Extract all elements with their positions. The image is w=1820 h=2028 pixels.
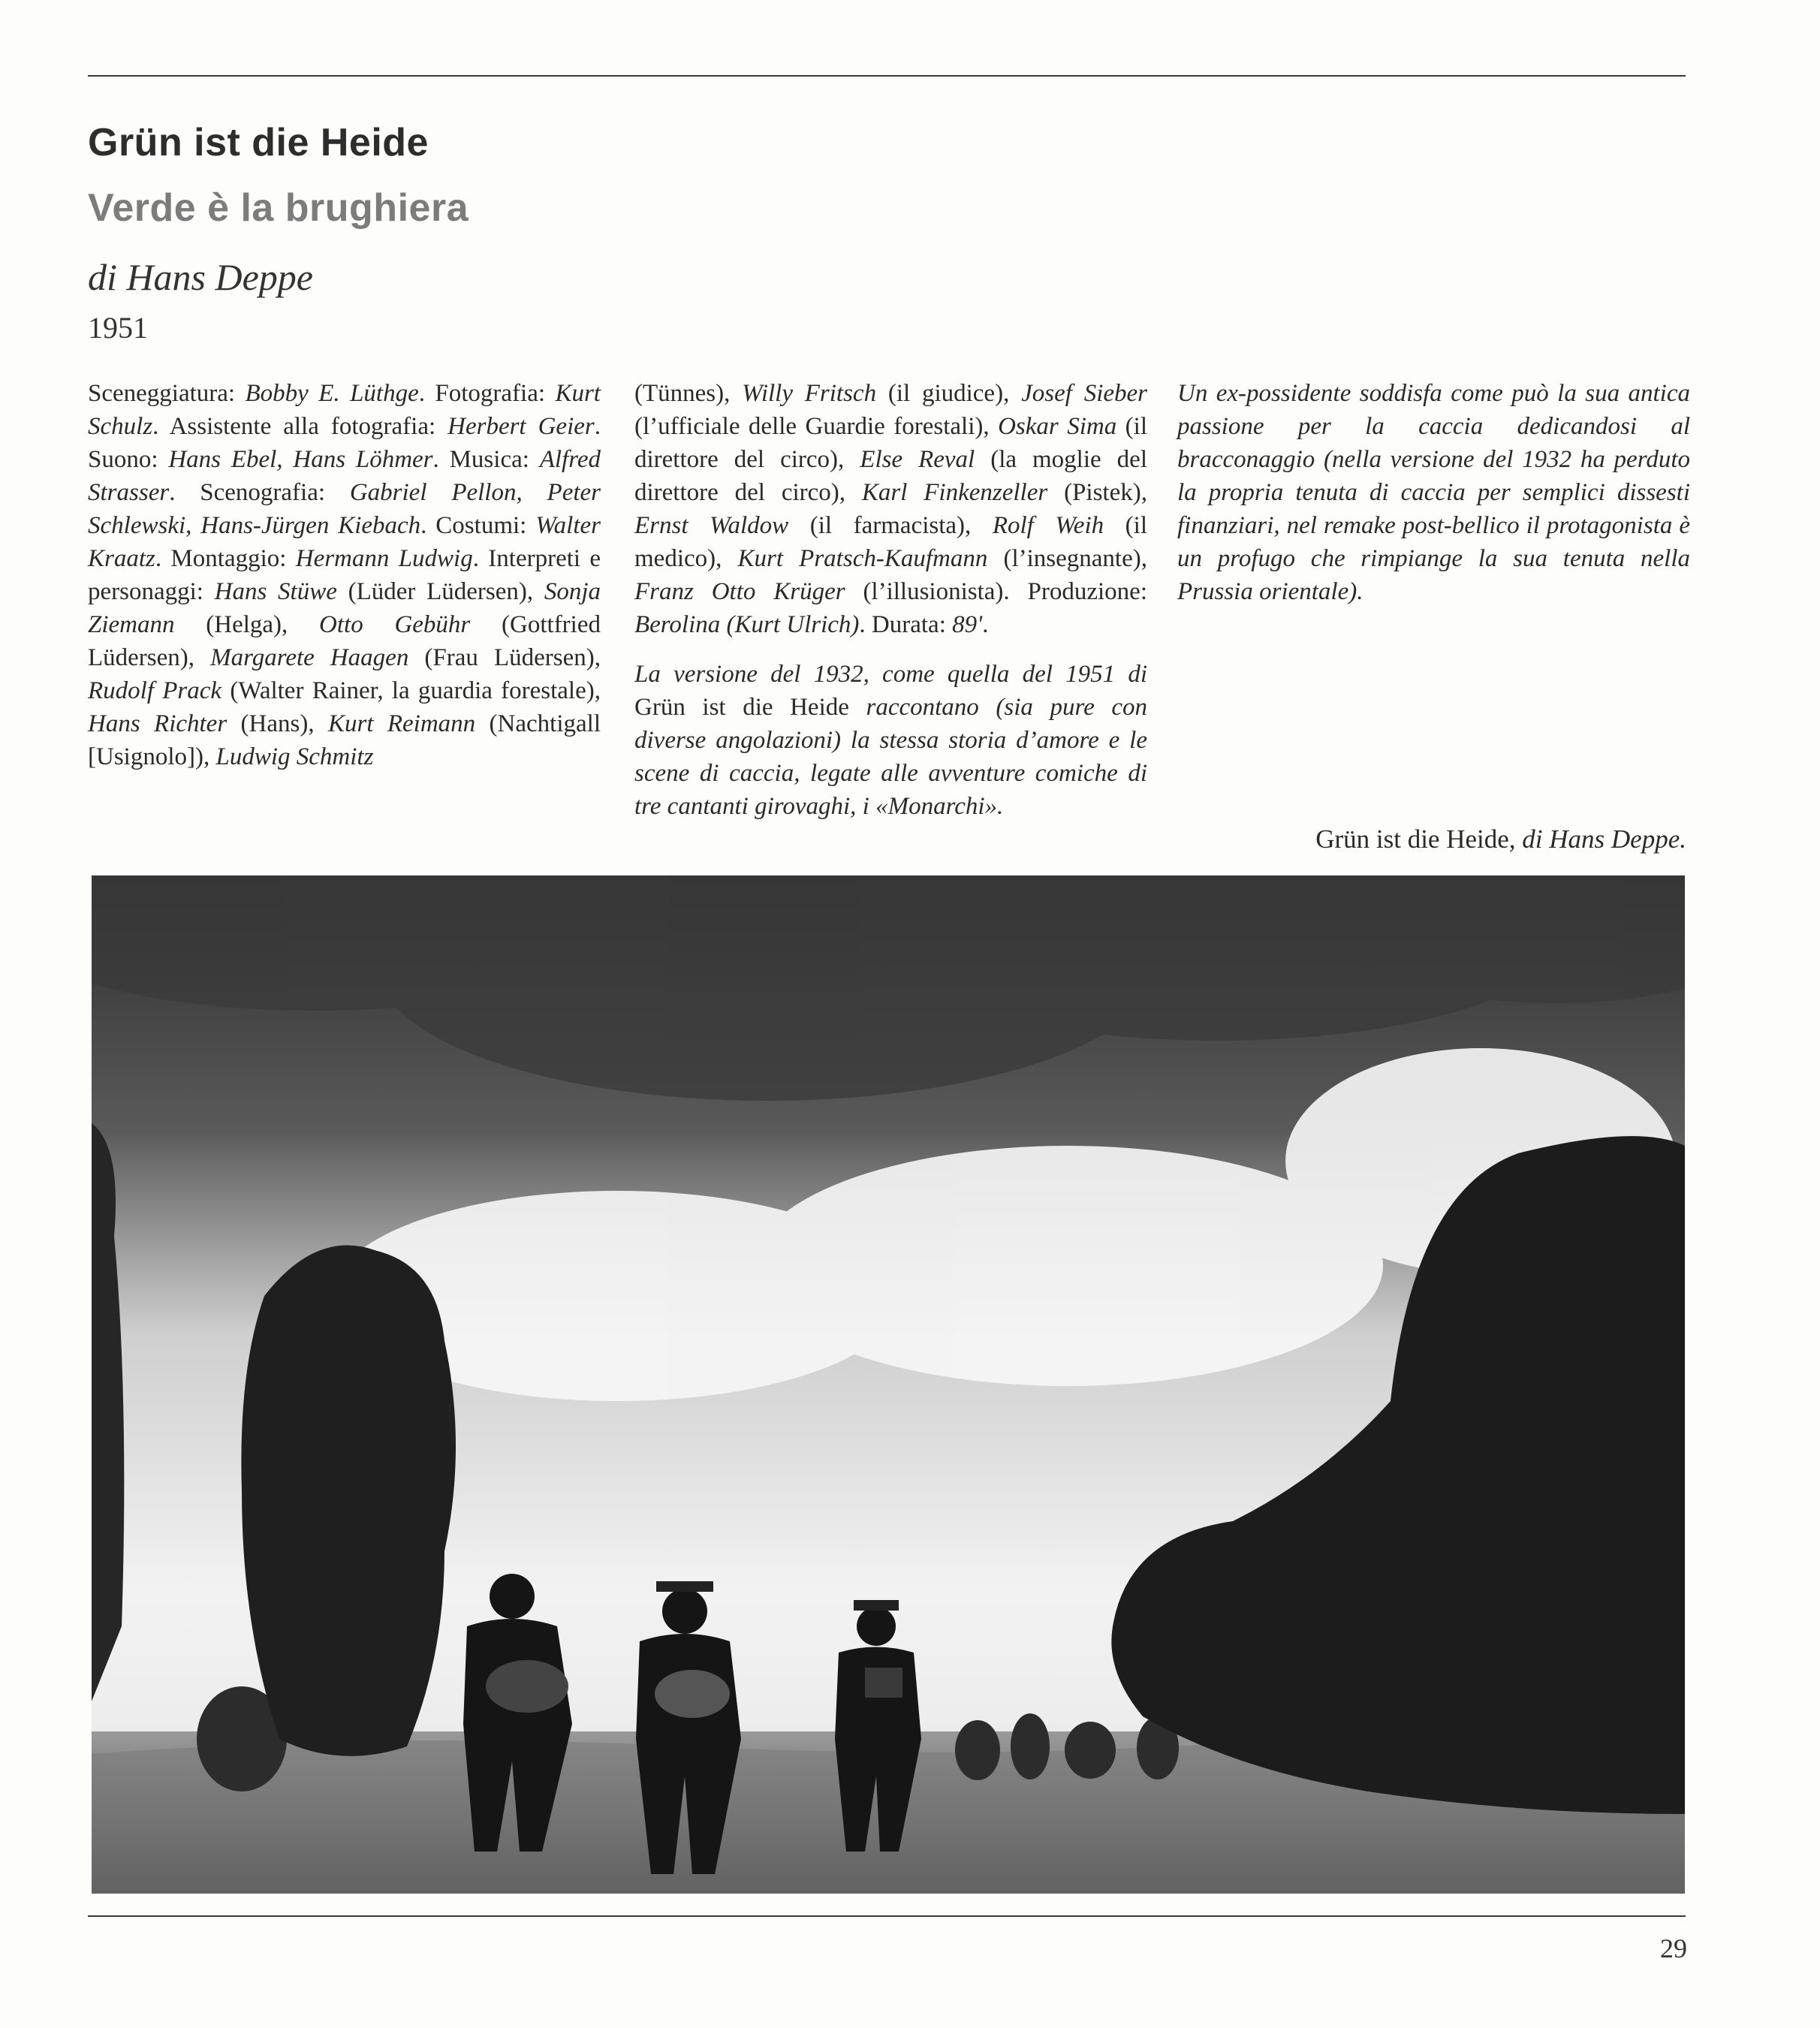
italic-text-run: Hans Richter [88,710,228,737]
italic-text-run: Hermann Ludwig [295,545,473,572]
caption-director: , di Hans Deppe. [1508,824,1686,854]
release-year: 1951 [88,311,148,345]
italic-text-run: La versione del 1932, come quella del 1951 di [634,661,1147,688]
italic-text-run: Berolina (Kurt Ulrich) [634,611,860,638]
italic-text-run: raccontano (sia pure con diverse angolazioni) la stessa storia d’amore e le scene di caccia, legate alle avventure comiche di tre cantanti girovaghi, i «Monarchi». [634,694,1148,820]
italic-text-run: Margarete Haagen [210,644,409,671]
italic-text-run: Josef Sieber [1021,380,1147,407]
text-run: (l’ufficiale delle Guardie forestali), [634,413,999,440]
text-run: . Montaggio: [155,545,296,572]
credits-paragraph-part-2 [634,377,1147,641]
credits-column-2 [634,377,1147,839]
italic-text-run: Kurt Schulz [88,380,601,440]
text-run: (il direttore del circo), [634,413,1148,473]
italic-text-run: Ernst Waldow [634,512,789,539]
text-run: . Durata: [859,611,953,638]
text-run: (Walter Rainer, la guardia forestale), [221,677,601,704]
italic-text-run: Rolf Weih [992,512,1104,539]
text-run: . Costumi: [420,512,536,539]
italic-text-run: Kurt Pratsch-Kaufmann [737,545,988,572]
film-title-german: Grün ist die Heide [88,121,429,164]
text-run: (la moglie del direttore del circo), [634,446,1147,506]
italic-text-run: Walter Kraatz [88,512,601,572]
italic-text-run: Franz Otto Krüger [634,578,845,605]
synopsis-paragraph-1 [634,658,1147,823]
text-run: (il farmacista), [788,512,993,539]
text-run: . Interpreti e personaggi: [88,545,601,605]
text-run: (Hans), [227,710,328,737]
text-run: (Pistek), [1047,479,1147,506]
text-run: (l’insegnante), [987,545,1147,572]
text-run: . Assistente alla fotografia: [152,413,448,440]
italic-text-run: Oskar Sima [998,413,1117,440]
page-number: 29 [1660,1933,1687,1963]
italic-text-run: Alfred Strasser [88,446,601,506]
top-rule [88,75,1686,77]
italic-text-run: Else Reval [860,446,975,473]
synopsis-paragraph-2: Un ex-possidente soddisfa come può la sua antica passione per la caccia dedicandosi al bracconaggio (nella versione del 1932 ha perduto la propria tenuta di caccia per semplici dissesti finanziari, nel remake post-bellico il protagonista è un profugo che rimpiange la sua tenuta nella Prussia orientale). [1177,380,1690,605]
italic-text-run: Hans Ebel, Hans Löhmer [168,446,433,473]
text-run: . Scenografia: [169,479,350,506]
credits-column-1 [88,377,601,790]
caption-film-title: Grün ist die Heide [1315,824,1509,854]
italic-text-run: Otto Gebühr [319,611,471,638]
figure-caption [1315,824,1686,854]
italic-text-run: Rudolf Prack [88,677,222,704]
text-run: (Frau Lüdersen), [408,644,601,671]
film-still-illustration [92,875,1685,1894]
synopsis-column-3 [1177,377,1690,625]
text-run: . Musica: [432,446,540,473]
text-run: . [982,611,989,638]
text-run: (Gottfried Lüdersen), [88,611,601,671]
italic-text-run: 89' [952,611,983,638]
film-title-italian: Verde è la brughiera [88,186,469,230]
italic-text-run: Kurt Reimann [327,710,476,737]
text-run: (il medico), [634,512,1147,572]
italic-text-run: Hans Stüwe [214,578,337,605]
text-run: . Suono: [88,413,601,473]
text-run: (Lüder Lüdersen), [336,578,544,605]
director-line: di Hans Deppe [88,256,313,298]
film-still-photo [92,875,1685,1894]
text-run: (l’illusionista). Produzione: [845,578,1147,605]
italic-text-run: Bobby E. Lüthge [245,380,419,407]
bottom-rule [88,1915,1686,1917]
italic-text-run: Ludwig Schmitz [215,743,374,770]
italic-text-run: Willy Fritsch [742,380,877,407]
credits-paragraph-part-1 [88,377,601,773]
left-juniper-tree [241,1246,456,1756]
text-run: Grün ist die Heide [634,694,849,721]
text-run: Sceneggiatura: [88,380,246,407]
text-run: (Nachtigall [Usignolo]), [88,710,601,770]
italic-text-run: Gabriel Pellon, Peter Schlewski, Hans-Jürgen Kiebach [88,479,601,539]
italic-text-run: Herbert Geier [447,413,595,440]
text-run: (Tünnes), [634,380,743,407]
text-run: . Fotografia: [418,380,556,407]
text-run: (il giudice), [876,380,1022,407]
text-run: (Helga), [174,611,320,638]
italic-text-run: Sonja Ziemann [88,578,601,638]
italic-text-run: Karl Finkenzeller [861,479,1048,506]
